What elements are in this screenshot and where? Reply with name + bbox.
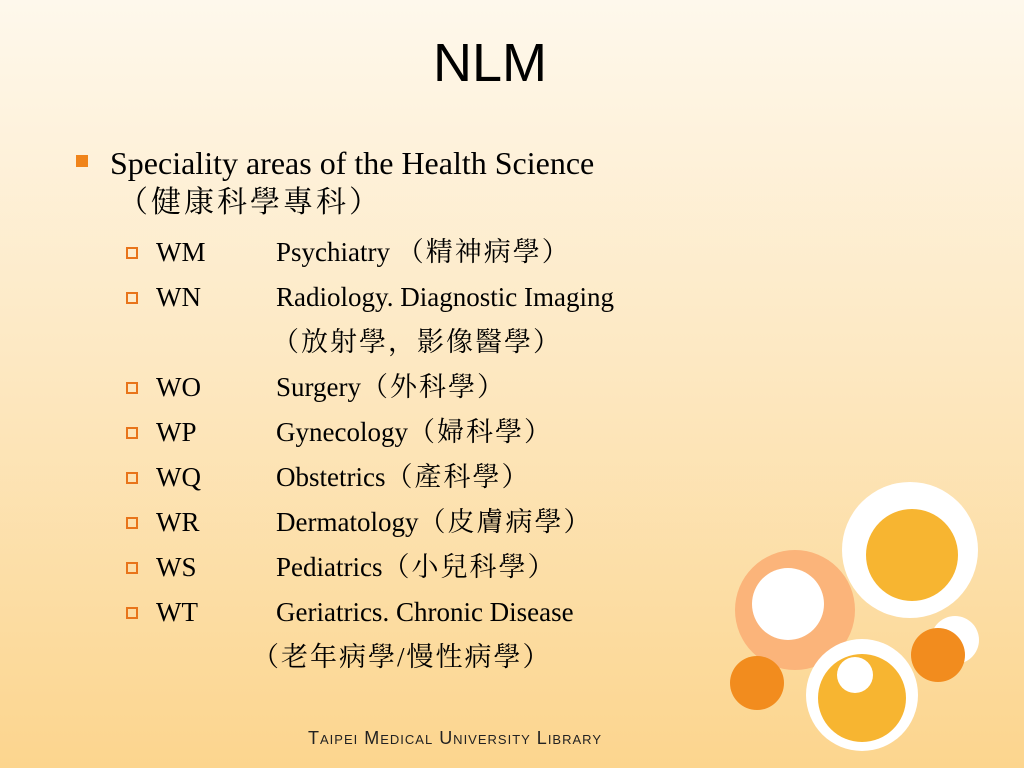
- desc-en: Gynecology: [276, 417, 408, 447]
- hollow-square-bullet-icon: [126, 562, 138, 574]
- class-description: [276, 275, 614, 320]
- main-bullet: [70, 143, 770, 223]
- main-bullet-zh: （健康科學專科）: [118, 186, 382, 219]
- class-description: [276, 500, 592, 545]
- class-code: WN: [156, 282, 201, 312]
- class-code: WR: [156, 507, 200, 537]
- main-bullet-text: [110, 143, 770, 223]
- list-item: [124, 455, 824, 500]
- class-code: WM: [156, 237, 206, 267]
- main-bullet-en: Speciality areas of the Health Science: [110, 145, 595, 181]
- desc-zh: （放射學，影像醫學）: [272, 327, 562, 357]
- circle-bottom-white-dot: [837, 657, 873, 693]
- desc-en: Dermatology: [276, 507, 419, 537]
- desc-en: Psychiatry: [276, 237, 390, 267]
- list-item: [124, 590, 824, 635]
- class-description: [276, 455, 530, 500]
- class-code: WQ: [156, 462, 201, 492]
- desc-en: Pediatrics: [276, 552, 383, 582]
- list-item: [124, 275, 824, 320]
- list-item: [124, 410, 824, 455]
- desc-zh: （皮膚病學）: [418, 507, 593, 537]
- hollow-square-bullet-icon: [126, 382, 138, 394]
- class-description: [276, 590, 574, 635]
- hollow-square-bullet-icon: [126, 517, 138, 529]
- desc-en: Geriatrics. Chronic Disease: [276, 597, 574, 627]
- circle-orange-right: [911, 628, 965, 682]
- list-item: [124, 365, 824, 410]
- class-code: WT: [156, 597, 198, 627]
- class-description: [276, 410, 553, 455]
- hollow-square-bullet-icon: [126, 607, 138, 619]
- desc-en: Obstetrics: [276, 462, 386, 492]
- hollow-square-bullet-icon: [126, 427, 138, 439]
- list-item-continuation: [124, 320, 824, 365]
- desc-zh: （精神病學）: [396, 237, 571, 267]
- desc-zh: （產科學）: [385, 462, 531, 492]
- slide-title: NLM: [432, 33, 547, 93]
- list-item: [124, 500, 824, 545]
- class-code: WO: [156, 372, 201, 402]
- list-item: [124, 230, 824, 275]
- desc-zh: （婦科學）: [407, 417, 553, 447]
- class-description: [276, 365, 506, 410]
- footer-library-name: Taipei Medical University Library: [308, 728, 602, 748]
- desc-en: Radiology. Diagnostic Imaging: [276, 282, 614, 312]
- class-description: [276, 545, 556, 590]
- circle-large-yellow: [866, 509, 958, 601]
- desc-en: Surgery: [276, 372, 361, 402]
- square-bullet-icon: [76, 155, 88, 167]
- desc-zh: （外科學）: [361, 372, 506, 402]
- class-code: WP: [156, 417, 197, 447]
- hollow-square-bullet-icon: [126, 472, 138, 484]
- class-code: WS: [156, 552, 197, 582]
- sub-list: [124, 230, 824, 680]
- hollow-square-bullet-icon: [126, 247, 138, 259]
- list-item: [124, 545, 824, 590]
- class-description: [276, 230, 571, 275]
- desc-zh: （小兒科學）: [382, 552, 557, 582]
- desc-zh: （老年病學/慢性病學）: [252, 642, 552, 672]
- list-item-continuation: [124, 635, 824, 680]
- hollow-square-bullet-icon: [126, 292, 138, 304]
